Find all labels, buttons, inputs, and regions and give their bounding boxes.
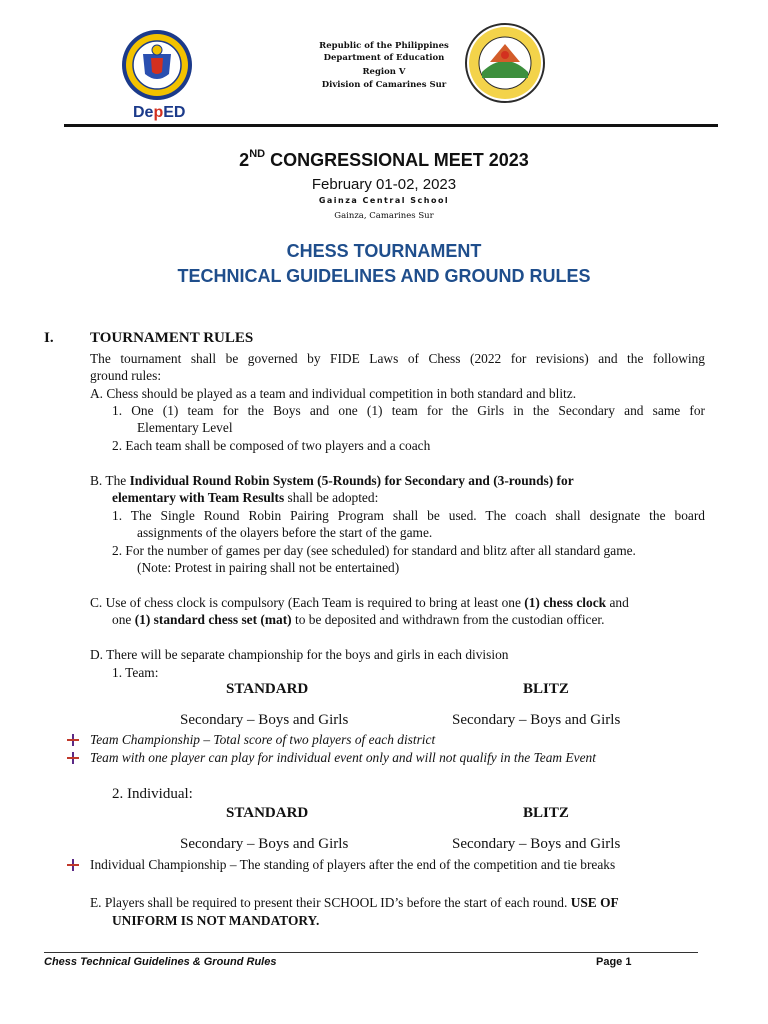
intro-line-1: The tournament shall be governed by FIDE Laws of Chess (2022 for revisions) and the following [90,351,705,366]
rule-e: E. Players shall be required to present their SCHOOL ID’s before the start of each round. USE OF [90,895,619,910]
rule-b-cont: elementary with Team Results shall be adopted: [112,490,379,505]
footer-rule [44,952,698,953]
heading-chess: CHESS TOURNAMENT [286,241,482,261]
team-note-1: Team Championship – Total score of two players of each district [90,732,436,747]
intro-line-2: ground rules: [90,368,162,383]
rule-d: D. There will be separate championship for the boys and girls in each division [90,647,509,662]
team-standard-category: Secondary – Boys and Girls [180,712,349,728]
heading-guidelines: TECHNICAL GUIDELINES AND GROUND RULES [177,266,591,286]
bullet-cross-icon [67,859,79,871]
individual-blitz-header: BLITZ [523,805,569,821]
rule-b2: 2. For the number of games per day (see scheduled) for standard and blitz after all standard game. [112,543,636,558]
team-standard-header: STANDARD [226,681,309,697]
venue-school: Gainza Central School [318,196,450,205]
team-blitz-category: Secondary – Boys and Girls [452,712,621,728]
rule-d1: 1. Team: [112,665,159,680]
individual-standard-category: Secondary – Boys and Girls [180,836,349,852]
rule-b1: 1. The Single Round Robin Pairing Program shall be used. The coach shall designate the board [112,508,705,523]
header-line-1: Republic of the Philippines [319,41,449,51]
rule-a1-cont: Elementary Level [137,420,233,435]
rule-e-cont: UNIFORM IS NOT MANDATORY. [112,913,320,928]
rule-b2-cont: (Note: Protest in pairing shall not be entertained) [137,560,400,575]
header-rule [64,124,718,127]
bullet-cross-icon [67,734,79,746]
page-number: Page 1 [596,956,632,968]
header-line-2: Department of Education [323,53,445,63]
rule-a: A. Chess should be played as a team and individual competition in both standard and blitz. [90,386,577,401]
bullet-cross-icon [67,752,79,764]
section-title: TOURNAMENT RULES [90,330,254,346]
header-line-4: Division of Camarines Sur [321,80,447,90]
rule-a2: 2. Each team shall be composed of two players and a coach [112,438,431,453]
individual-standard-header: STANDARD [226,805,309,821]
rule-c-cont: one (1) standard chess set (mat) to be deposited and withdrawn from the custodian officer. [112,612,605,627]
rule-a1: 1. One (1) team for the Boys and one (1) team for the Girls in the Secondary and same for [112,403,705,418]
meet-date: February 01-02, 2023 [311,176,457,193]
rule-d2: 2. Individual: [112,786,193,802]
meet-title: 2ND CONGRESSIONAL MEET 2023 [239,148,529,170]
rule-b1-cont: assignments of the olayers before the start of the game. [137,525,433,540]
section-number: I. [44,330,54,346]
deped-logo-text: DepED [133,104,186,121]
team-note-2: Team with one player can play for individual event only and will not qualify in the Team Event [90,750,596,765]
team-blitz-header: BLITZ [523,681,569,697]
venue-place: Gainza, Camarines Sur [334,211,434,221]
individual-blitz-category: Secondary – Boys and Girls [452,836,621,852]
division-seal-icon [462,22,548,104]
rule-b: B. The Individual Round Robin System (5-Rounds) for Secondary and (3-rounds) for [90,473,574,488]
footer-title: Chess Technical Guidelines & Ground Rules [44,956,277,968]
rule-c: C. Use of chess clock is compulsory (Each Team is required to bring at least one (1) chess clock and [90,595,629,610]
individual-note: Individual Championship – The standing of players after the end of the competition and tie breaks [90,857,616,872]
header-line-3: Region V [362,67,406,77]
